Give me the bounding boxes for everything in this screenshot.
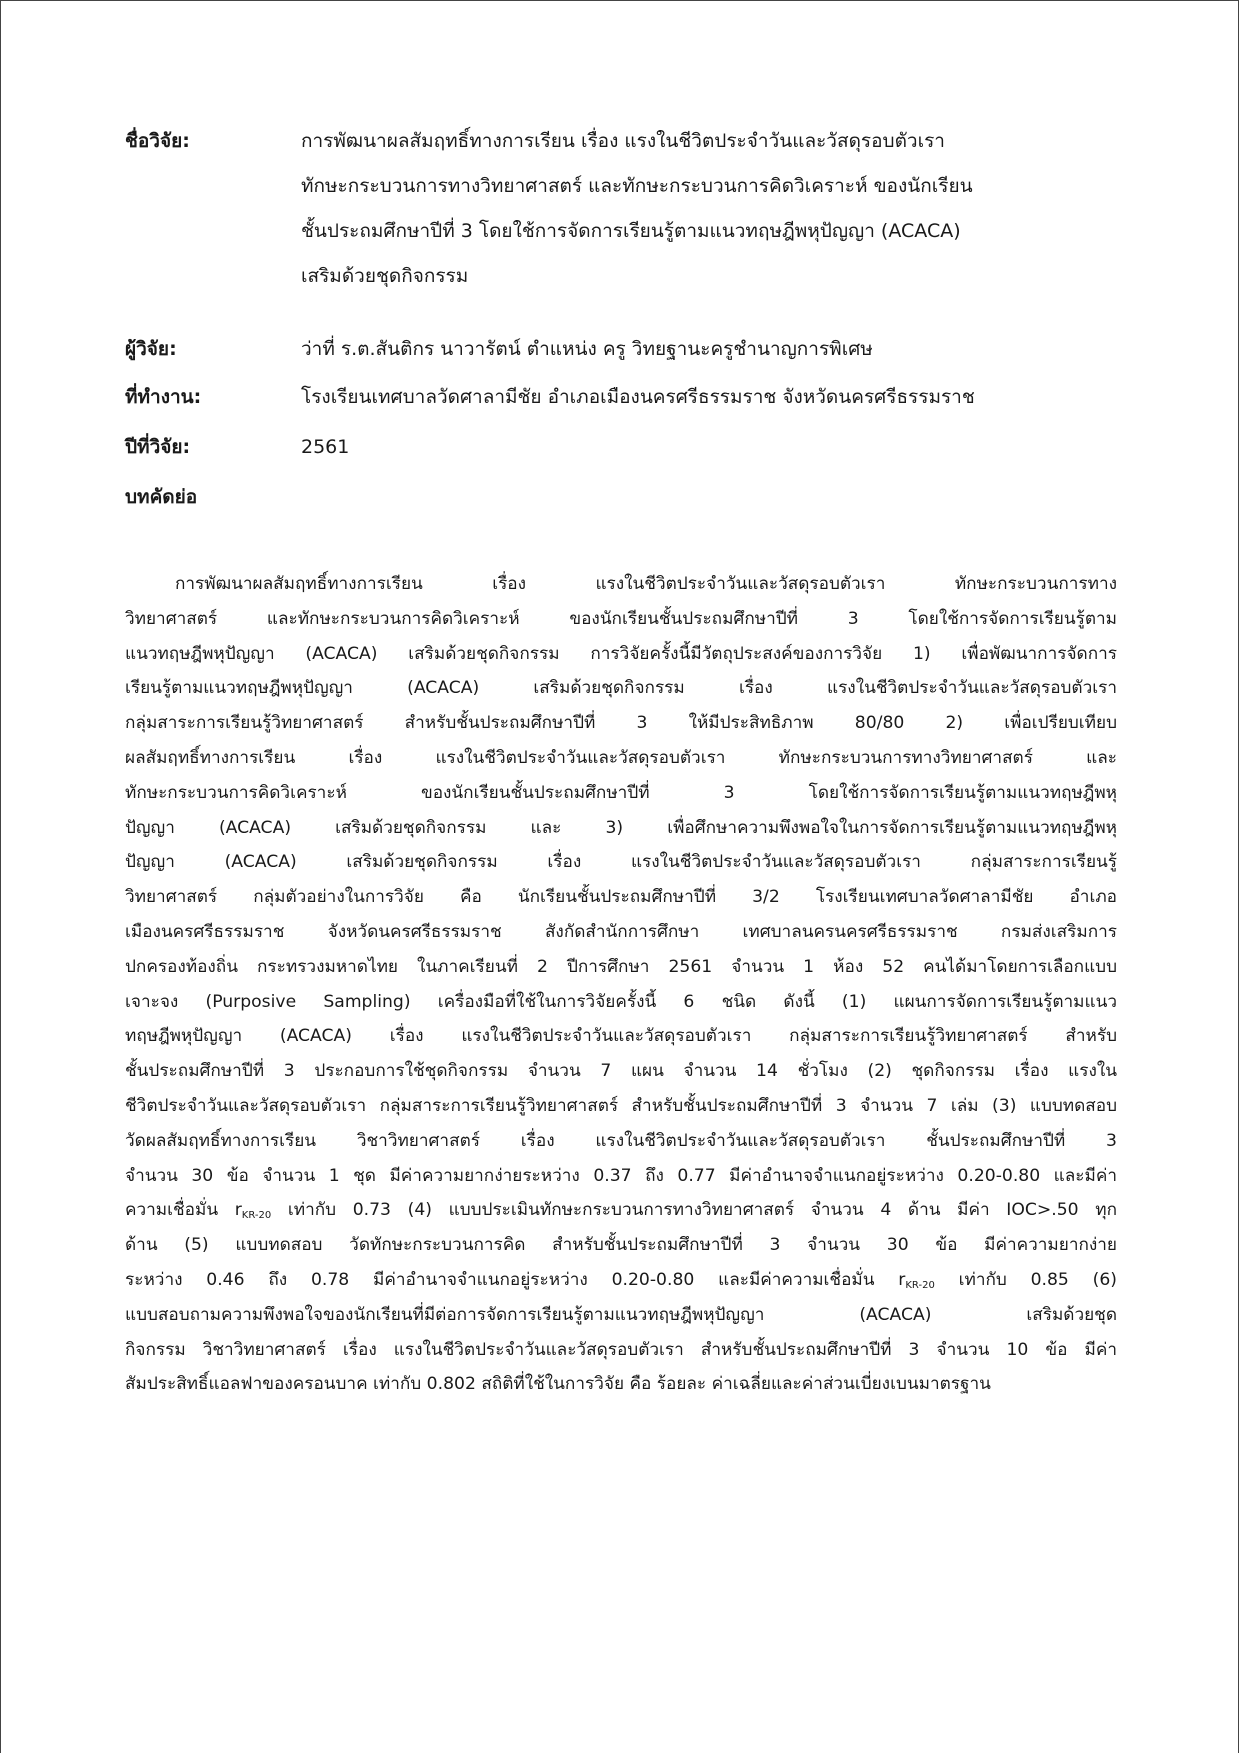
abstract-line: วิทยาศาสตร์ กลุ่มตัวอย่างในการวิจัย คือ นักเรียนชั้นประถมศึกษาปีที่ 3/2 โรงเรียนเทศบาลวัดศาลามีชัย อำเภอ	[125, 887, 1117, 908]
kr20-subscript: KR-20	[905, 1279, 935, 1291]
year-value: 2561	[301, 436, 350, 458]
title-line: ชั้นประถมศึกษาปีที่ 3 โดยใช้การจัดการเรียนรู้ตามแนวทฤษฎีพหุปัญญา (ACACA)	[301, 220, 961, 242]
abstract-text: ระหว่าง 0.46 ถึง 0.78 มีค่าอำนาจจำแนกอยู่ระหว่าง 0.20-0.80 และมีค่าความเชื่อมั่น r	[125, 1269, 906, 1290]
year-label: ปีที่วิจัย:	[125, 436, 191, 458]
abstract-line: เมืองนครศรีธรรมราช จังหวัดนครศรีธรรมราช สังกัดสำนักการศึกษา เทศบาลนครนครศรีธรรมราช กรมส่งเสริมการ	[125, 921, 1117, 942]
abstract-line: จำนวน 30 ข้อ จำนวน 1 ชุด มีค่าความยากง่ายระหว่าง 0.37 ถึง 0.77 มีค่าอำนาจจำแนกอยู่ระหว่าง 0.20-0.80 และมีค่า	[125, 1165, 1117, 1186]
kr20-subscript: KR-20	[241, 1210, 272, 1222]
workplace-label: ที่ทำงาน:	[125, 386, 202, 408]
title-line: เสริมด้วยชุดกิจกรรม	[301, 265, 469, 287]
workplace-value: โรงเรียนเทศบาลวัดศาลามีชัย อำเภอเมืองนครศรีธรรมราช จังหวัดนครศรีธรรมราช	[301, 386, 975, 408]
abstract-heading: บทคัดย่อ	[125, 486, 198, 508]
abstract-text: เท่ากับ 0.85 (6)	[934, 1269, 1117, 1290]
abstract-line: การพัฒนาผลสัมฤทธิ์ทางการเรียน เรื่อง แรงในชีวิตประจำวันและวัสดุรอบตัวเรา ทักษะกระบวนการทาง	[175, 574, 1117, 594]
abstract-line: เรียนรู้ตามแนวทฤษฎีพหุปัญญา (ACACA) เสริมด้วยชุดกิจกรรม เรื่อง แรงในชีวิตประจำวันและวัสดุรอบตัวเรา	[125, 678, 1117, 699]
abstract-line: ชีวิตประจำวันและวัสดุรอบตัวเรา กลุ่มสาระการเรียนรู้วิทยาศาสตร์ สำหรับชั้นประถมศึกษาปีที่ 3 จำนวน 7 เล่ม (3) แบบทดสอบ	[125, 1095, 1117, 1116]
abstract-line: ปัญญา (ACACA) เสริมด้วยชุดกิจกรรม และ 3) เพื่อศึกษาความพึงพอใจในการจัดการเรียนรู้ตามแนวทฤษฎีพหุ	[125, 817, 1117, 838]
abstract-line: สัมประสิทธิ์แอลฟาของครอนบาค เท่ากับ 0.802 สถิติที่ใช้ในการวิจัย คือ ร้อยละ ค่าเฉลี่ยและค่าส่วนเบี่ยงเบนมาตรฐาน	[125, 1374, 991, 1395]
abstract-body	[125, 567, 1117, 1402]
abstract-line: ทฤษฎีพหุปัญญา (ACACA) เรื่อง แรงในชีวิตประจำวันและวัสดุรอบตัวเรา กลุ่มสาระการเรียนรู้วิทยาศาสตร์ สำหรับ	[125, 1026, 1117, 1047]
title-line: ทักษะกระบวนการทางวิทยาศาสตร์ และทักษะกระบวนการคิดวิเคราะห์ ของนักเรียน	[301, 175, 973, 197]
abstract-line: แบบสอบถามความพึงพอใจของนักเรียนที่มีต่อการจัดการเรียนรู้ตามแนวทฤษฎีพหุปัญญา (ACACA) เสริมด้วยชุด	[125, 1304, 1117, 1325]
abstract-line: กิจกรรม วิชาวิทยาศาสตร์ เรื่อง แรงในชีวิตประจำวันและวัสดุรอบตัวเรา สำหรับชั้นประถมศึกษาปีที่ 3 จำนวน 10 ข้อ มีค่า	[125, 1339, 1117, 1360]
abstract-text: เท่ากับ 0.73 (4) แบบประเมินทักษะกระบวนการทางวิทยาศาสตร์ จำนวน 4 ด้าน มีค่า IOC>.50 ทุก	[271, 1200, 1117, 1221]
abstract-line: ทักษะกระบวนการคิดวิเคราะห์ ของนักเรียนชั้นประถมศึกษาปีที่ 3 โดยใช้การจัดการเรียนรู้ตามแนวทฤษฎีพหุ	[125, 782, 1117, 803]
abstract-line: แนวทฤษฎีพหุปัญญา (ACACA) เสริมด้วยชุดกิจกรรม การวิจัยครั้งนี้มีวัตถุประสงค์ของการวิจัย 1) เพื่อพัฒนาการจัดการ	[125, 643, 1117, 664]
abstract-line: ผลสัมฤทธิ์ทางการเรียน เรื่อง แรงในชีวิตประจำวันและวัสดุรอบตัวเรา ทักษะกระบวนการทางวิทยาศาสตร์ และ	[125, 747, 1117, 768]
abstract-line: ชั้นประถมศึกษาปีที่ 3 ประกอบการใช้ชุดกิจกรรม จำนวน 7 แผน จำนวน 14 ชั่วโมง (2) ชุดกิจกรรม เรื่อง แรงใน	[125, 1061, 1117, 1082]
abstract-line	[125, 1193, 1117, 1228]
title-value	[301, 119, 1138, 299]
abstract-line	[125, 1263, 1117, 1298]
abstract-line: ปกครองท้องถิ่น กระทรวงมหาดไทย ในภาคเรียนที่ 2 ปีการศึกษา 2561 จำนวน 1 ห้อง 52 คนได้มาโดยการเลือกแบบ	[125, 956, 1117, 977]
abstract-line: ด้าน (5) แบบทดสอบ วัดทักษะกระบวนการคิด สำหรับชั้นประถมศึกษาปีที่ 3 จำนวน 30 ข้อ มีค่าความยากง่าย	[125, 1235, 1117, 1256]
researcher-value: ว่าที่ ร.ต.สันติกร นาวารัตน์ ตำแหน่ง ครู วิทยฐานะครูชำนาญการพิเศษ	[301, 338, 873, 360]
abstract-line: วิทยาศาสตร์ และทักษะกระบวนการคิดวิเคราะห์ ของนักเรียนชั้นประถมศึกษาปีที่ 3 โดยใช้การจัดการเรียนรู้ตาม	[125, 608, 1117, 629]
abstract-line: กลุ่มสาระการเรียนรู้วิทยาศาสตร์ สำหรับชั้นประถมศึกษาปีที่ 3 ให้มีประสิทธิภาพ 80/80 2) เพื่อเปรียบเทียบ	[125, 713, 1117, 734]
abstract-line: วัดผลสัมฤทธิ์ทางการเรียน วิชาวิทยาศาสตร์ เรื่อง แรงในชีวิตประจำวันและวัสดุรอบตัวเรา ชั้นประถมศึกษาปีที่ 3	[125, 1130, 1117, 1151]
abstract-line: เจาะจง (Purposive Sampling) เครื่องมือที่ใช้ในการวิจัยครั้งนี้ 6 ชนิด ดังนี้ (1) แผนการจัดการเรียนรู้ตามแนว	[125, 991, 1117, 1012]
researcher-label: ผู้วิจัย:	[125, 338, 177, 360]
abstract-line: ปัญญา (ACACA) เสริมด้วยชุดกิจกรรม เรื่อง แรงในชีวิตประจำวันและวัสดุรอบตัวเรา กลุ่มสาระการเรียนรู้	[125, 852, 1117, 873]
abstract-text: ความเชื่อมั่น r	[125, 1200, 242, 1221]
title-label: ชื่อวิจัย:	[125, 130, 190, 152]
title-line: การพัฒนาผลสัมฤทธิ์ทางการเรียน เรื่อง แรงในชีวิตประจำวันและวัสดุรอบตัวเรา	[301, 130, 945, 152]
